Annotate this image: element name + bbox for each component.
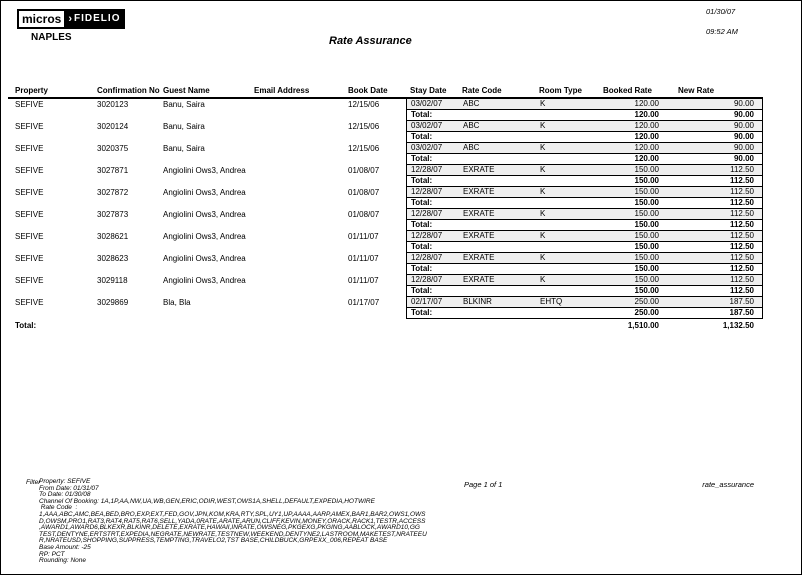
- guest-total-row: [406, 242, 763, 253]
- total-new-rate: 112.50: [729, 286, 754, 295]
- total-booked-rate: 150.00: [634, 220, 659, 229]
- total-label: Total:: [411, 198, 433, 207]
- cell-confirmation-no: 3028621: [97, 232, 129, 241]
- micros-logo-text: micros: [17, 9, 66, 29]
- grand-total-left-row: [1, 320, 406, 331]
- total-new-rate: 112.50: [729, 242, 754, 251]
- cell-book-date: 01/17/07: [348, 298, 380, 307]
- cell-room-type: K: [540, 99, 546, 108]
- table-row: [1, 209, 406, 231]
- total-label: Total:: [411, 220, 433, 229]
- total-booked-rate: 250.00: [634, 308, 659, 317]
- guest-total-row: [406, 110, 763, 121]
- cell-confirmation-no: 3027872: [97, 188, 129, 197]
- total-new-rate: 112.50: [729, 176, 754, 185]
- total-new-rate: 90.00: [733, 154, 754, 163]
- cell-new-rate: 187.50: [729, 297, 754, 306]
- filter-line: RP: PCT: [39, 550, 65, 558]
- total-label: Total:: [411, 132, 433, 141]
- cell-stay-date: 03/02/07: [411, 143, 443, 152]
- cell-new-rate: 112.50: [730, 165, 754, 174]
- cell-booked-rate: 150.00: [634, 253, 659, 262]
- cell-new-rate: 90.00: [733, 143, 754, 152]
- cell-stay-date: 03/02/07: [411, 99, 443, 108]
- cell-stay-date: 03/02/07: [411, 121, 443, 130]
- cell-property: SEFIVE: [15, 254, 44, 263]
- table-row: [1, 121, 406, 143]
- table-row: [1, 165, 406, 187]
- total-new-rate: 112.50: [729, 264, 754, 273]
- fidelio-logo-box: [66, 9, 125, 29]
- cell-rate-code: EXRATE: [463, 165, 495, 174]
- stay-detail-row: [406, 275, 763, 286]
- cell-rate-code: ABC: [463, 143, 480, 152]
- cell-stay-date: 12/28/07: [411, 165, 443, 174]
- column-header-stay-date: Stay Date: [410, 86, 447, 95]
- total-new-rate: 187.50: [729, 308, 754, 317]
- cell-property: SEFIVE: [15, 144, 44, 153]
- report-title: Rate Assurance: [329, 35, 412, 47]
- total-label: Total:: [411, 176, 433, 185]
- cell-book-date: 01/11/07: [348, 232, 379, 241]
- cell-property: SEFIVE: [15, 100, 44, 109]
- total-label: Total:: [411, 242, 433, 251]
- cell-book-date: 01/11/07: [348, 254, 379, 263]
- cell-property: SEFIVE: [15, 210, 44, 219]
- page-number: Page 1 of 1: [464, 480, 503, 489]
- column-header-rate-code: Rate Code: [462, 86, 502, 95]
- print-time: 09:52 AM: [706, 27, 738, 36]
- table-row: [1, 187, 406, 209]
- print-date: 01/30/07: [706, 7, 736, 16]
- cell-rate-code: EXRATE: [463, 187, 495, 196]
- cell-rate-code: EXRATE: [463, 209, 495, 218]
- table-row: [1, 143, 406, 165]
- cell-rate-code: EXRATE: [463, 253, 495, 262]
- cell-stay-date: 12/28/07: [411, 253, 443, 262]
- stay-detail-row: [406, 297, 763, 308]
- guest-total-row: [406, 198, 763, 209]
- filter-line: TEST,DENTYNE,ERTSTRT,EXPEDIA,NEGRATE,NEWRATE,TESTNEW,WEEKEND,DENTYNE2,LASTROOM,MAKETEST,NRATEEU: [39, 530, 427, 538]
- cell-booked-rate: 120.00: [634, 99, 659, 108]
- cell-new-rate: 112.50: [730, 253, 754, 262]
- cell-guest-name: Angiolini Ows3, Andrea: [163, 210, 246, 219]
- logo-arrow-icon: ›: [68, 13, 74, 25]
- cell-stay-date: 12/28/07: [411, 275, 443, 284]
- cell-property: SEFIVE: [15, 122, 44, 131]
- cell-confirmation-no: 3020375: [97, 144, 129, 153]
- cell-booked-rate: 250.00: [634, 297, 659, 306]
- total-booked-rate: 150.00: [634, 198, 659, 207]
- cell-property: SEFIVE: [15, 276, 44, 285]
- cell-rate-code: BLKINR: [463, 297, 492, 306]
- guest-total-row: [406, 176, 763, 187]
- filter-line: Channel Of Booking: 1A,1P,AA,NW,UA,WB,GEN,ERIC,ODIR,WEST,OWS1A,SHELL,DEFAULT,EXPEDIA,HOTWIRE: [39, 497, 375, 505]
- cell-guest-name: Angiolini Ows3, Andrea: [163, 254, 246, 263]
- cell-guest-name: Banu, Saira: [163, 144, 205, 153]
- cell-new-rate: 112.50: [730, 231, 754, 240]
- total-label: Total:: [411, 110, 433, 119]
- cell-confirmation-no: 3027873: [97, 210, 129, 219]
- cell-room-type: EHTQ: [540, 297, 563, 306]
- cell-stay-date: 12/28/07: [411, 187, 443, 196]
- total-label: Total:: [411, 154, 433, 163]
- column-header-room-type: Room Type: [539, 86, 582, 95]
- micros-fidelio-logo: [17, 9, 125, 29]
- cell-book-date: 01/11/07: [348, 276, 379, 285]
- cell-room-type: K: [540, 209, 546, 218]
- cell-booked-rate: 150.00: [634, 209, 659, 218]
- cell-confirmation-no: 3020124: [97, 122, 129, 131]
- cell-property: SEFIVE: [15, 298, 44, 307]
- cell-room-type: K: [540, 143, 546, 152]
- stay-detail-row: [406, 187, 763, 198]
- total-new-rate: 90.00: [733, 132, 754, 141]
- cell-room-type: K: [540, 121, 546, 130]
- cell-room-type: K: [540, 253, 546, 262]
- cell-confirmation-no: 3029118: [97, 276, 128, 285]
- column-header-book-date: Book Date: [348, 86, 388, 95]
- cell-book-date: 12/15/06: [348, 144, 380, 153]
- table-row: [1, 297, 406, 319]
- cell-booked-rate: 150.00: [634, 165, 659, 174]
- filter-line: Property: SEFIVE: [39, 478, 91, 485]
- table-row: [1, 231, 406, 253]
- guest-total-row: [406, 308, 763, 319]
- cell-booked-rate: 150.00: [634, 231, 659, 240]
- filter-line: Base Amount: -25: [39, 543, 91, 551]
- rate-detail-subtable: [406, 99, 763, 331]
- guest-info-column: [1, 99, 406, 331]
- total-new-rate: 112.50: [729, 220, 754, 229]
- cell-stay-date: 12/28/07: [411, 231, 443, 240]
- fidelio-logo-text: FIDELIO: [74, 13, 121, 24]
- grand-total-new-rate: 1,132.50: [722, 321, 754, 330]
- guest-total-row: [406, 132, 763, 143]
- cell-rate-code: ABC: [463, 99, 480, 108]
- filter-label: Filter: [26, 479, 41, 486]
- total-new-rate: 112.50: [729, 198, 754, 207]
- filter-line: To Date: 01/30/08: [39, 491, 91, 499]
- guest-total-row: [406, 154, 763, 165]
- grand-total-label: Total:: [15, 321, 37, 330]
- cell-rate-code: EXRATE: [463, 231, 495, 240]
- total-label: Total:: [411, 308, 433, 317]
- filter-line: From Date: 01/31/07: [39, 484, 99, 492]
- cell-booked-rate: 120.00: [634, 143, 659, 152]
- guest-total-row: [406, 286, 763, 297]
- stay-detail-row: [406, 209, 763, 220]
- column-header-confirmation-no: Confirmation No: [97, 86, 160, 95]
- grand-total-row: [406, 320, 763, 331]
- total-new-rate: 90.00: [733, 110, 754, 119]
- report-file-name: rate_assurance: [702, 480, 754, 489]
- cell-new-rate: 90.00: [733, 99, 754, 108]
- column-header-new-rate: New Rate: [678, 86, 715, 95]
- cell-property: SEFIVE: [15, 188, 44, 197]
- filter-line: ,AWARD1,AWARD6,BLKEXR,BLKINR,DELETE,EXRATE,HAWAII,INRATE,OWSNEG,PKGEXG,PKGING,AABLOCK,AWARD10,GG: [39, 524, 420, 532]
- cell-guest-name: Angiolini Ows3, Andrea: [163, 276, 246, 285]
- cell-guest-name: Angiolini Ows3, Andrea: [163, 188, 246, 197]
- total-label: Total:: [411, 264, 433, 273]
- total-booked-rate: 150.00: [634, 176, 659, 185]
- cell-book-date: 01/08/07: [348, 188, 380, 197]
- stay-detail-row: [406, 231, 763, 242]
- column-header-property: Property: [15, 86, 48, 95]
- stay-detail-row: [406, 121, 763, 132]
- cell-property: SEFIVE: [15, 232, 44, 241]
- cell-room-type: K: [540, 187, 546, 196]
- column-header-booked-rate: Booked Rate: [603, 86, 652, 95]
- cell-booked-rate: 150.00: [634, 275, 659, 284]
- total-booked-rate: 150.00: [634, 286, 659, 295]
- cell-guest-name: Angiolini Ows3, Andrea: [163, 166, 246, 175]
- cell-new-rate: 90.00: [733, 121, 754, 130]
- stay-detail-row: [406, 99, 763, 110]
- stay-detail-row: [406, 165, 763, 176]
- total-label: Total:: [411, 286, 433, 295]
- cell-book-date: 12/15/06: [348, 100, 380, 109]
- cell-guest-name: Bla, Bla: [163, 298, 191, 307]
- table-row: [1, 275, 406, 297]
- total-booked-rate: 120.00: [634, 154, 659, 163]
- cell-new-rate: 112.50: [730, 275, 754, 284]
- property-name: NAPLES: [31, 32, 72, 43]
- total-booked-rate: 120.00: [634, 110, 659, 119]
- filter-line: 1,AAA,ABC,AMC,BEA,BED,BRO,EXP,EXT,FED,GOV,JPN,KOM,KRA,RTY,SPL,UY1,UP,AAAA,AARP,AMEX,BAR1,BAR2,OWS1,OWS: [39, 510, 426, 518]
- total-booked-rate: 150.00: [634, 264, 659, 273]
- cell-confirmation-no: 3027871: [97, 166, 129, 175]
- cell-new-rate: 112.50: [730, 187, 754, 196]
- cell-book-date: 01/08/07: [348, 166, 380, 175]
- filter-line: D,OWSM,PRO1,RAT3,RAT4,RAT5,RAT6,SELL,YADA,0RATE,ARATE,ARUN,CLIFF,KEVIN,MONEY,ORACK,RACK1,TESTR,ACCESS: [39, 517, 426, 525]
- filter-line: Rate Code :: [39, 504, 78, 512]
- cell-rate-code: ABC: [463, 121, 480, 130]
- table-row: [1, 99, 406, 121]
- cell-booked-rate: 150.00: [634, 187, 659, 196]
- cell-room-type: K: [540, 231, 546, 240]
- cell-book-date: 01/08/07: [348, 210, 380, 219]
- column-header-guest-name: Guest Name: [163, 86, 210, 95]
- cell-guest-name: Banu, Saira: [163, 122, 205, 131]
- cell-stay-date: 02/17/07: [411, 297, 443, 306]
- stay-detail-row: [406, 253, 763, 264]
- cell-confirmation-no: 3028623: [97, 254, 129, 263]
- grand-total-booked-rate: 1,510.00: [627, 321, 659, 330]
- cell-rate-code: EXRATE: [463, 275, 495, 284]
- filter-line: Rounding: None: [39, 557, 86, 565]
- cell-property: SEFIVE: [15, 166, 44, 175]
- cell-guest-name: Angiolini Ows3, Andrea: [163, 232, 246, 241]
- cell-room-type: K: [540, 275, 546, 284]
- cell-book-date: 12/15/06: [348, 122, 380, 131]
- cell-new-rate: 112.50: [730, 209, 754, 218]
- cell-confirmation-no: 3029869: [97, 298, 129, 307]
- column-header-email-address: Email Address: [254, 86, 310, 95]
- table-row: [1, 253, 406, 275]
- filter-criteria: [39, 479, 459, 565]
- guest-total-row: [406, 220, 763, 231]
- cell-booked-rate: 120.00: [634, 121, 659, 130]
- cell-stay-date: 12/28/07: [411, 209, 443, 218]
- guest-total-row: [406, 264, 763, 275]
- filter-line: R,NRATEUSD,SHOPPING,SUPPRESS,TEMPTING,TRAVELO2,TST BASE,CHILDBUCK,GRPEXX_006,REPEAT BASE: [39, 537, 388, 545]
- stay-detail-row: [406, 143, 763, 154]
- cell-room-type: K: [540, 165, 546, 174]
- total-booked-rate: 150.00: [634, 242, 659, 251]
- cell-guest-name: Banu, Saira: [163, 100, 205, 109]
- cell-confirmation-no: 3020123: [97, 100, 129, 109]
- total-booked-rate: 120.00: [634, 132, 659, 141]
